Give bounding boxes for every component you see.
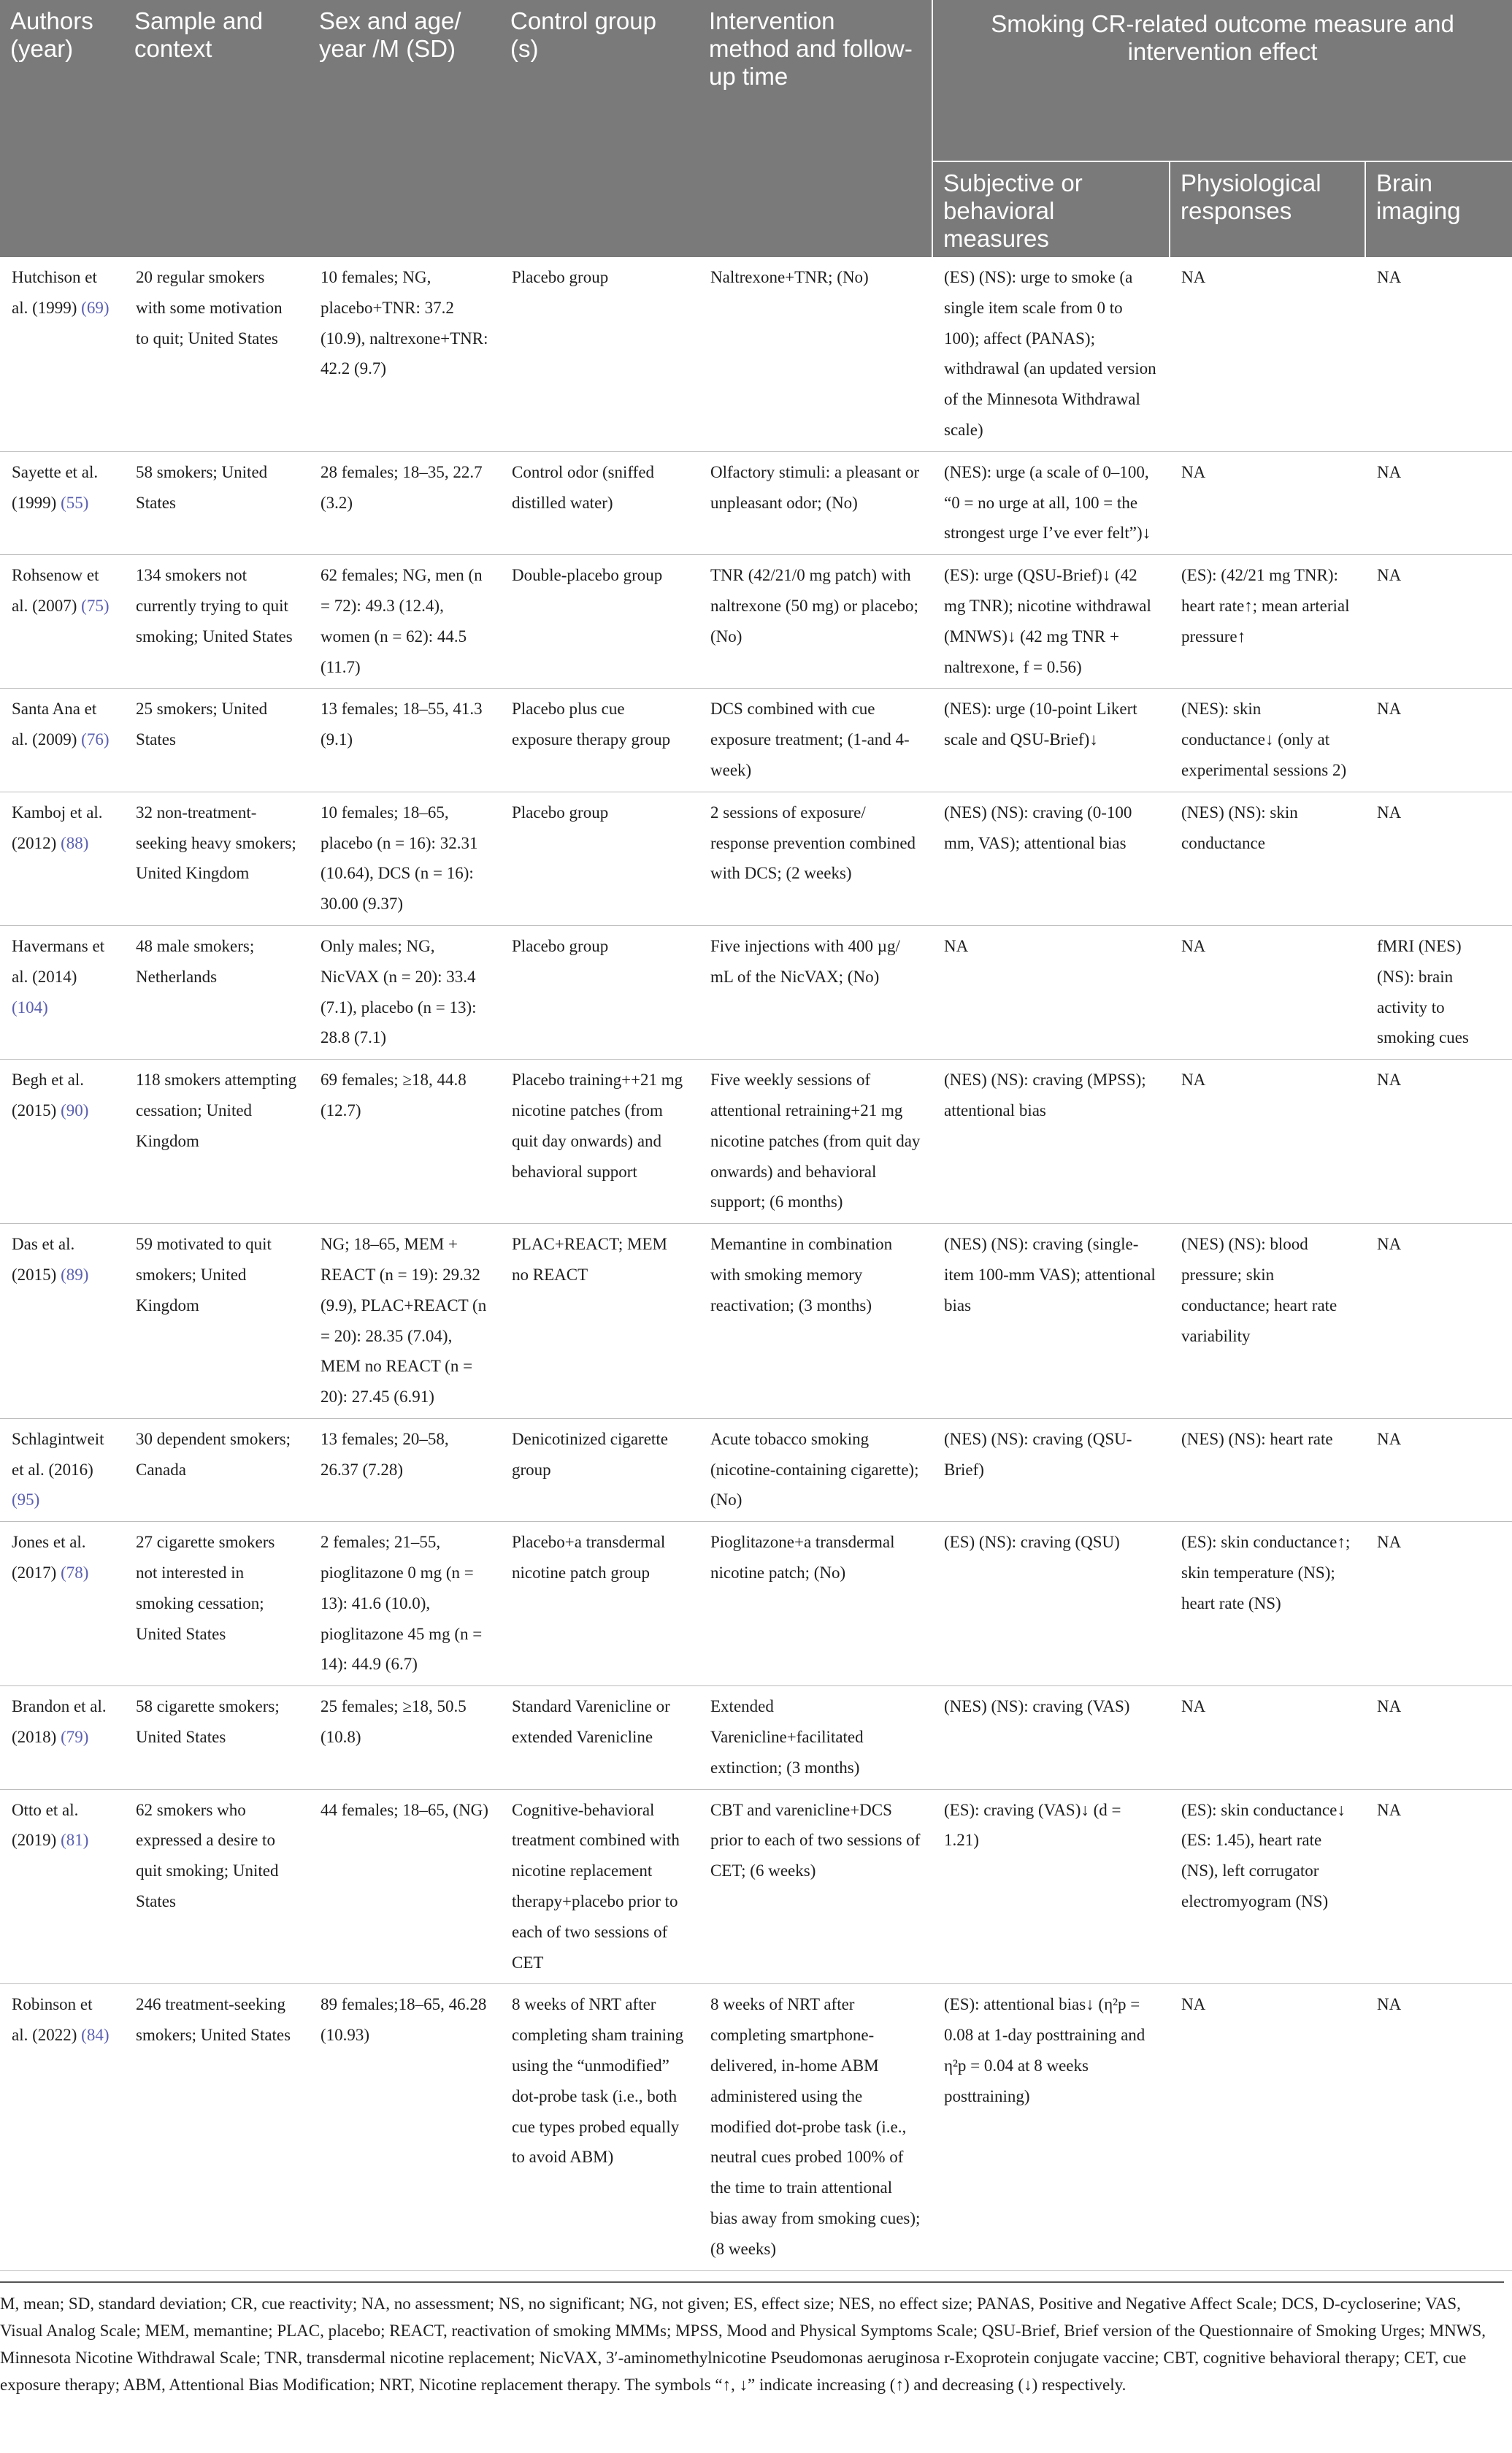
cell-intervention-text: Acute tobacco smoking (nicotine-containing cigarette); (No) bbox=[710, 1429, 919, 1509]
cell-brain-imaging bbox=[1365, 1984, 1512, 2270]
cell-subjective-text: (NES) (NS): craving (0-100 mm, VAS); attentional bias bbox=[944, 803, 1132, 852]
cell-physiological-text: NA bbox=[1181, 268, 1206, 286]
cell-intervention-text: DCS combined with cue exposure treatment; (1-and 4-week) bbox=[710, 700, 910, 779]
cell-subjective-text: (NES) (NS): craving (VAS) bbox=[944, 1697, 1130, 1716]
cell-author-text: Kamboj et al. (2012) bbox=[12, 803, 103, 852]
table-row bbox=[0, 257, 1512, 451]
cell-sample bbox=[124, 1060, 309, 1224]
cell-sex-age bbox=[309, 1789, 500, 1984]
cell-intervention-text: TNR (42/21/0 mg patch) with naltrexone (50 mg) or placebo; (No) bbox=[710, 566, 918, 646]
cell-brain-imaging bbox=[1365, 1789, 1512, 1984]
cell-subjective-text: (ES): attentional bias↓ (η²p = 0.08 at 1-day posttraining and η²p = 0.04 at 8 weeks posttraining) bbox=[944, 1995, 1145, 2105]
cell-control-text: Placebo plus cue exposure therapy group bbox=[512, 700, 671, 749]
cell-intervention-text: Five injections with 400 µg/ mL of the NicVAX; (No) bbox=[710, 936, 900, 986]
cell-brain-imaging bbox=[1365, 925, 1512, 1059]
cell-control bbox=[500, 555, 699, 689]
cell-subjective bbox=[932, 925, 1170, 1059]
table-row bbox=[0, 1984, 1512, 2270]
cell-physiological bbox=[1170, 257, 1365, 451]
cell-brain-imaging bbox=[1365, 1686, 1512, 1789]
cell-intervention-text: Five weekly sessions of attentional retraining+21 mg nicotine patches (from quit day onwards) and behavioral support; (6 months) bbox=[710, 1071, 921, 1212]
cell-control bbox=[500, 689, 699, 792]
cell-intervention bbox=[699, 555, 932, 689]
cell-brain-imaging-text: NA bbox=[1377, 566, 1402, 585]
cell-control-text: Denicotinized cigarette group bbox=[512, 1429, 668, 1479]
cell-author bbox=[0, 689, 124, 792]
cell-sample-text: 48 male smokers; Netherlands bbox=[136, 936, 255, 986]
cell-sex-age-text: 44 females; 18–65, (NG) bbox=[321, 1800, 488, 1819]
cell-brain-imaging bbox=[1365, 257, 1512, 451]
cell-physiological-text: (ES): skin conductance↓ (ES: 1.45), heart rate (NS), left corrugator electromyogram (NS) bbox=[1181, 1800, 1346, 1911]
cell-control bbox=[500, 1060, 699, 1224]
cell-intervention-text: Naltrexone+TNR; (No) bbox=[710, 268, 869, 286]
header-sample: Sample and context bbox=[124, 0, 309, 257]
cell-subjective-text: (NES) (NS): craving (QSU-Brief) bbox=[944, 1429, 1132, 1479]
cell-author bbox=[0, 1686, 124, 1789]
table-row bbox=[0, 689, 1512, 792]
cell-physiological-text: (NES) (NS): blood pressure; skin conductance; heart rate variability bbox=[1181, 1235, 1338, 1345]
table-row bbox=[0, 1522, 1512, 1686]
cell-subjective bbox=[932, 792, 1170, 925]
cell-control bbox=[500, 1418, 699, 1521]
cell-brain-imaging-text: NA bbox=[1377, 700, 1402, 719]
cell-sample bbox=[124, 689, 309, 792]
cell-sample-text: 30 dependent smokers; Canada bbox=[136, 1429, 291, 1479]
cell-subjective-text: (NES) (NS): craving (MPSS); attentional bias bbox=[944, 1071, 1146, 1120]
cell-intervention bbox=[699, 689, 932, 792]
cell-control bbox=[500, 792, 699, 925]
cell-intervention bbox=[699, 1789, 932, 1984]
header-sex-age: Sex and age/ year /M (SD) bbox=[309, 0, 500, 257]
cell-author-text: Das et al. (2015) bbox=[12, 1235, 75, 1284]
cell-subjective-text: NA bbox=[944, 936, 969, 955]
cell-sex-age bbox=[309, 1522, 500, 1686]
cell-sample-text: 58 smokers; United States bbox=[136, 462, 268, 512]
cell-intervention bbox=[699, 257, 932, 451]
reference-link[interactable]: (104) bbox=[12, 998, 48, 1017]
cell-brain-imaging-text: NA bbox=[1377, 1071, 1402, 1090]
cell-author-text: Otto et al. (2019) bbox=[12, 1800, 79, 1850]
cell-sample-text: 62 smokers who expressed a desire to quit smoking; United States bbox=[136, 1800, 279, 1911]
cell-brain-imaging bbox=[1365, 555, 1512, 689]
reference-link[interactable]: (69) bbox=[81, 298, 110, 317]
table-row bbox=[0, 451, 1512, 554]
cell-control-text: Placebo group bbox=[512, 936, 609, 955]
cell-sex-age bbox=[309, 451, 500, 554]
reference-link[interactable]: (55) bbox=[61, 493, 89, 512]
header-subjective: Subjective or behavioral measures bbox=[932, 161, 1170, 257]
cell-brain-imaging-text: NA bbox=[1377, 1995, 1402, 2014]
cell-sex-age-text: 13 females; 20–58, 26.37 (7.28) bbox=[321, 1429, 449, 1479]
cell-sample-text: 32 non-treatment-seeking heavy smokers; United Kingdom bbox=[136, 803, 296, 883]
cell-control-text: Placebo group bbox=[512, 268, 609, 286]
cell-author bbox=[0, 1984, 124, 2270]
cell-author bbox=[0, 925, 124, 1059]
cell-sample-text: 27 cigarette smokers not interested in smoking cessation; United States bbox=[136, 1533, 275, 1643]
cell-control-text: Double-placebo group bbox=[512, 566, 663, 585]
cell-brain-imaging-text: NA bbox=[1377, 462, 1402, 481]
cell-sex-age bbox=[309, 1418, 500, 1521]
reference-link[interactable]: (95) bbox=[12, 1490, 40, 1509]
cell-subjective bbox=[932, 451, 1170, 554]
cell-control-text: Placebo training++21 mg nicotine patches (from quit day onwards) and behavioral support bbox=[512, 1071, 683, 1181]
table-row bbox=[0, 792, 1512, 925]
cell-sex-age-text: NG; 18–65, MEM + REACT (n = 19): 29.32 (9.9), PLAC+REACT (n = 20): 28.35 (7.04), MEM no REACT (n = 20): 27.45 (6.91) bbox=[321, 1235, 487, 1407]
cell-physiological bbox=[1170, 1418, 1365, 1521]
cell-intervention bbox=[699, 1224, 932, 1419]
header-brain-imaging: Brain imaging bbox=[1365, 161, 1512, 257]
cell-physiological bbox=[1170, 1984, 1365, 2270]
cell-physiological bbox=[1170, 1224, 1365, 1419]
cell-physiological-text: (NES): skin conductance↓ (only at experimental sessions 2) bbox=[1181, 700, 1347, 779]
cell-physiological bbox=[1170, 1060, 1365, 1224]
cell-author-text: Brandon et al. (2018) bbox=[12, 1697, 107, 1747]
cell-sample bbox=[124, 1418, 309, 1521]
cell-subjective bbox=[932, 1789, 1170, 1984]
reference-link[interactable]: (84) bbox=[81, 2026, 110, 2045]
cell-brain-imaging bbox=[1365, 1522, 1512, 1686]
cell-physiological bbox=[1170, 555, 1365, 689]
cell-sample bbox=[124, 1522, 309, 1686]
table-row bbox=[0, 1418, 1512, 1521]
cell-physiological-text: NA bbox=[1181, 462, 1206, 481]
cell-subjective-text: (ES): urge (QSU-Brief)↓ (42 mg TNR); nicotine withdrawal (MNWS)↓ (42 mg TNR + naltrexone, f = 0.56) bbox=[944, 566, 1151, 676]
cell-brain-imaging-text: NA bbox=[1377, 268, 1402, 286]
cell-sex-age bbox=[309, 1984, 500, 2270]
cell-intervention-text: CBT and varenicline+DCS prior to each of two sessions of CET; (6 weeks) bbox=[710, 1800, 921, 1880]
cell-brain-imaging-text: NA bbox=[1377, 1800, 1402, 1819]
cell-physiological-text: (ES): (42/21 mg TNR): heart rate↑; mean arterial pressure↑ bbox=[1181, 566, 1350, 646]
cell-intervention bbox=[699, 1060, 932, 1224]
cell-author-text: Santa Ana et al. (2009) bbox=[12, 700, 97, 749]
cell-sample-text: 25 smokers; United States bbox=[136, 700, 268, 749]
reference-link[interactable]: (78) bbox=[61, 1564, 89, 1583]
cell-brain-imaging bbox=[1365, 1224, 1512, 1419]
cell-subjective bbox=[932, 1418, 1170, 1521]
cell-sample-text: 118 smokers attempting cessation; United Kingdom bbox=[136, 1071, 297, 1150]
cell-control-text: PLAC+REACT; MEM no REACT bbox=[512, 1235, 667, 1284]
table-header bbox=[0, 0, 1512, 257]
cell-subjective bbox=[932, 555, 1170, 689]
cell-intervention-text: 8 weeks of NRT after completing smartphone-delivered, in-home ABM administered using the modified dot-probe task (i.e., neutral cues probed 100% of the time to train attentional bias away from smoking cues); (8 weeks) bbox=[710, 1995, 921, 2258]
cell-sample bbox=[124, 555, 309, 689]
table-footnote: M, mean; SD, standard deviation; CR, cue reactivity; NA, no assessment; NS, no significant; NG, not given; ES, effect size; NES, no effect size; PANAS, Positive and Negative Affect Scale; DCS, D-cycloserine; VAS, Visual Analog Scale; MEM, memantine; PLAC, placebo; REACT, reactivation of smoking MMMs; MPSS, Mood and Physical Symptoms Scale; QSU-Brief, Brief version of the Questionnaire of Smoking Urges; MNWS, Minnesota Nicotine Withdrawal Scale; TNR, transdermal nicotine replacement; NicVAX, 3′-aminomethylnicotine Pseudomonas aeruginosa r-Exoprotein conjugate vaccine; CBT, cognitive behavioral therapy; CET, cue exposure therapy; ABM, Attentional Bias Modification; NRT, Nicotine replacement therapy. The symbols “↑, ↓” indicate increasing (↑) and decreasing (↓) respectively. bbox=[0, 2281, 1504, 2398]
cell-sex-age-text: 25 females; ≥18, 50.5 (10.8) bbox=[321, 1697, 467, 1747]
cell-control-text: Control odor (sniffed distilled water) bbox=[512, 462, 655, 512]
cell-control bbox=[500, 1522, 699, 1686]
cell-author-text: Hutchison et al. (1999) bbox=[12, 268, 97, 317]
cell-subjective-text: (ES) (NS): urge to smoke (a single item scale from 0 to 100); affect (PANAS); withdrawal (an updated version of the Minnesota Withdrawal scale) bbox=[944, 268, 1156, 439]
cell-sample-text: 246 treatment-seeking smokers; United States bbox=[136, 1995, 291, 2045]
reference-link[interactable]: (88) bbox=[61, 833, 89, 852]
cell-sex-age bbox=[309, 792, 500, 925]
cell-author bbox=[0, 1522, 124, 1686]
cell-physiological-text: (NES) (NS): skin conductance bbox=[1181, 803, 1298, 852]
cell-subjective-text: (NES): urge (10-point Likert scale and QSU-Brief)↓ bbox=[944, 700, 1137, 749]
reference-link[interactable]: (81) bbox=[61, 1831, 89, 1850]
cell-sex-age-text: Only males; NG, NicVAX (n = 20): 33.4 (7.1), placebo (n = 13): 28.8 (7.1) bbox=[321, 936, 477, 1047]
cell-sample bbox=[124, 451, 309, 554]
cell-control-text: 8 weeks of NRT after completing sham training using the “unmodified” dot-probe task (i.e., both cue types probed equally to avoid ABM) bbox=[512, 1995, 684, 2167]
cell-physiological bbox=[1170, 1789, 1365, 1984]
cell-sex-age-text: 10 females; 18–65, placebo (n = 16): 32.31 (10.64), DCS (n = 16): 30.00 (9.37) bbox=[321, 803, 478, 914]
reference-link[interactable]: (76) bbox=[81, 730, 110, 749]
cell-sample-text: 20 regular smokers with some motivation to quit; United States bbox=[136, 268, 283, 348]
cell-brain-imaging-text: NA bbox=[1377, 1533, 1402, 1552]
cell-author-text: Robinson et al. (2022) bbox=[12, 1995, 93, 2045]
cell-sex-age bbox=[309, 689, 500, 792]
header-outcome-group: Smoking CR-related outcome measure and intervention effect bbox=[932, 0, 1512, 161]
cell-control-text: Standard Varenicline or extended Varenicline bbox=[512, 1697, 670, 1747]
cell-subjective bbox=[932, 1984, 1170, 2270]
cell-author bbox=[0, 1224, 124, 1419]
cell-intervention-text: Pioglitazone+a transdermal nicotine patch; (No) bbox=[710, 1533, 895, 1583]
cell-physiological bbox=[1170, 1686, 1365, 1789]
cell-intervention bbox=[699, 1984, 932, 2270]
header-authors: Authors (year) bbox=[0, 0, 124, 257]
cell-intervention-text: Extended Varenicline+facilitated extinction; (3 months) bbox=[710, 1697, 864, 1777]
cell-sex-age-text: 89 females;18–65, 46.28 (10.93) bbox=[321, 1995, 487, 2045]
cell-subjective bbox=[932, 1224, 1170, 1419]
cell-intervention bbox=[699, 925, 932, 1059]
cell-author bbox=[0, 1060, 124, 1224]
cell-physiological-text: (ES): skin conductance↑; skin temperature (NS); heart rate (NS) bbox=[1181, 1533, 1351, 1612]
cell-control bbox=[500, 1224, 699, 1419]
cell-physiological bbox=[1170, 689, 1365, 792]
header-control: Control group (s) bbox=[500, 0, 699, 257]
cell-brain-imaging-text: NA bbox=[1377, 1697, 1402, 1716]
reference-link[interactable]: (75) bbox=[81, 596, 110, 615]
cell-brain-imaging-text: NA bbox=[1377, 803, 1402, 822]
cell-sex-age-text: 10 females; NG, placebo+TNR: 37.2 (10.9), naltrexone+TNR: 42.2 (9.7) bbox=[321, 268, 488, 378]
cell-brain-imaging bbox=[1365, 1418, 1512, 1521]
table-body bbox=[0, 257, 1512, 2270]
cell-physiological bbox=[1170, 925, 1365, 1059]
cell-subjective bbox=[932, 1686, 1170, 1789]
cell-control-text: Placebo group bbox=[512, 803, 609, 822]
cell-subjective-text: (ES) (NS): craving (QSU) bbox=[944, 1533, 1120, 1552]
cell-intervention bbox=[699, 1686, 932, 1789]
table-row bbox=[0, 1789, 1512, 1984]
cell-intervention-text: Olfactory stimuli: a pleasant or unpleasant odor; (No) bbox=[710, 462, 920, 512]
cell-intervention bbox=[699, 1418, 932, 1521]
cell-control bbox=[500, 925, 699, 1059]
cell-brain-imaging bbox=[1365, 792, 1512, 925]
cell-physiological bbox=[1170, 451, 1365, 554]
cell-sex-age-text: 69 females; ≥18, 44.8 (12.7) bbox=[321, 1071, 467, 1120]
cell-subjective bbox=[932, 257, 1170, 451]
cell-sample bbox=[124, 792, 309, 925]
cell-author-text: Begh et al. (2015) bbox=[12, 1071, 84, 1120]
cell-brain-imaging bbox=[1365, 1060, 1512, 1224]
cell-sex-age bbox=[309, 1060, 500, 1224]
cell-control-text: Placebo+a transdermal nicotine patch group bbox=[512, 1533, 666, 1583]
cell-author-text: Jones et al. (2017) bbox=[12, 1533, 86, 1583]
cell-brain-imaging-text: NA bbox=[1377, 1235, 1402, 1254]
cell-author bbox=[0, 451, 124, 554]
cell-sample bbox=[124, 1789, 309, 1984]
cell-subjective-text: (NES) (NS): craving (single-item 100-mm VAS); attentional bias bbox=[944, 1235, 1156, 1314]
cell-control bbox=[500, 1984, 699, 2270]
cell-physiological-text: NA bbox=[1181, 1071, 1206, 1090]
cell-sample-text: 59 motivated to quit smokers; United Kingdom bbox=[136, 1235, 272, 1314]
cell-intervention-text: Memantine in combination with smoking memory reactivation; (3 months) bbox=[710, 1235, 893, 1314]
cell-physiological-text: NA bbox=[1181, 1697, 1206, 1716]
cell-sex-age-text: 13 females; 18–55, 41.3 (9.1) bbox=[321, 700, 483, 749]
cell-author-text: Rohsenow et al. (2007) bbox=[12, 566, 99, 615]
table-row bbox=[0, 1224, 1512, 1419]
cell-author bbox=[0, 257, 124, 451]
cell-sex-age-text: 28 females; 18–35, 22.7 (3.2) bbox=[321, 462, 483, 512]
cell-control bbox=[500, 451, 699, 554]
cell-physiological bbox=[1170, 1522, 1365, 1686]
cell-intervention bbox=[699, 792, 932, 925]
cell-author bbox=[0, 1789, 124, 1984]
cell-author-text: Havermans et al. (2014) bbox=[12, 936, 105, 986]
cell-brain-imaging bbox=[1365, 689, 1512, 792]
header-physiological: Physiological responses bbox=[1170, 161, 1365, 257]
cell-subjective bbox=[932, 1060, 1170, 1224]
cell-intervention-text: 2 sessions of exposure/ response prevention combined with DCS; (2 weeks) bbox=[710, 803, 916, 883]
table-row bbox=[0, 925, 1512, 1059]
cell-sample bbox=[124, 1224, 309, 1419]
cell-subjective-text: (ES): craving (VAS)↓ (d = 1.21) bbox=[944, 1800, 1121, 1850]
cell-author bbox=[0, 555, 124, 689]
reference-link[interactable]: (89) bbox=[61, 1265, 89, 1284]
cell-sex-age bbox=[309, 1224, 500, 1419]
cell-author bbox=[0, 1418, 124, 1521]
cell-brain-imaging-text: NA bbox=[1377, 1429, 1402, 1448]
cell-author-text: Sayette et al. (1999) bbox=[12, 462, 99, 512]
cell-physiological bbox=[1170, 792, 1365, 925]
cell-sample bbox=[124, 1984, 309, 2270]
cell-sex-age-text: 62 females; NG, men (n = 72): 49.3 (12.4), women (n = 62): 44.5 (11.7) bbox=[321, 566, 483, 676]
cell-intervention bbox=[699, 1522, 932, 1686]
cell-control bbox=[500, 1686, 699, 1789]
cell-sex-age-text: 2 females; 21–55, pioglitazone 0 mg (n = 13): 41.6 (10.0), pioglitazone 45 mg (n = 14): 44.9 (6.7) bbox=[321, 1533, 483, 1674]
table-row bbox=[0, 1060, 1512, 1224]
cell-control-text: Cognitive-behavioral treatment combined with nicotine replacement therapy+placebo prior to each of two sessions of CET bbox=[512, 1800, 680, 1972]
cell-physiological-text: (NES) (NS): heart rate bbox=[1181, 1429, 1333, 1448]
cell-subjective bbox=[932, 689, 1170, 792]
header-intervention: Intervention method and follow-up time bbox=[699, 0, 932, 257]
cell-author bbox=[0, 792, 124, 925]
cell-control bbox=[500, 257, 699, 451]
cell-physiological-text: NA bbox=[1181, 1995, 1206, 2014]
cell-sex-age bbox=[309, 555, 500, 689]
cell-sample-text: 134 smokers not currently trying to quit smoking; United States bbox=[136, 566, 293, 646]
reference-link[interactable]: (79) bbox=[61, 1728, 89, 1747]
cell-sex-age bbox=[309, 1686, 500, 1789]
cell-physiological-text: NA bbox=[1181, 936, 1206, 955]
cell-sample bbox=[124, 1686, 309, 1789]
cell-author-text: Schlagintweit et al. (2016) bbox=[12, 1429, 104, 1479]
cell-subjective-text: (NES): urge (a scale of 0–100, “0 = no urge at all, 100 = the strongest urge I’ve ever felt”)↓ bbox=[944, 462, 1151, 543]
cell-sample-text: 58 cigarette smokers; United States bbox=[136, 1697, 280, 1747]
cell-sample bbox=[124, 925, 309, 1059]
cell-sex-age bbox=[309, 925, 500, 1059]
cell-intervention bbox=[699, 451, 932, 554]
cell-control bbox=[500, 1789, 699, 1984]
cell-sample bbox=[124, 257, 309, 451]
cell-brain-imaging-text: fMRI (NES) (NS): brain activity to smoking cues bbox=[1377, 936, 1469, 1047]
table-row bbox=[0, 1686, 1512, 1789]
cell-brain-imaging bbox=[1365, 451, 1512, 554]
cell-subjective bbox=[932, 1522, 1170, 1686]
cell-sex-age bbox=[309, 257, 500, 451]
reference-link[interactable]: (90) bbox=[61, 1101, 89, 1120]
table-row bbox=[0, 555, 1512, 689]
